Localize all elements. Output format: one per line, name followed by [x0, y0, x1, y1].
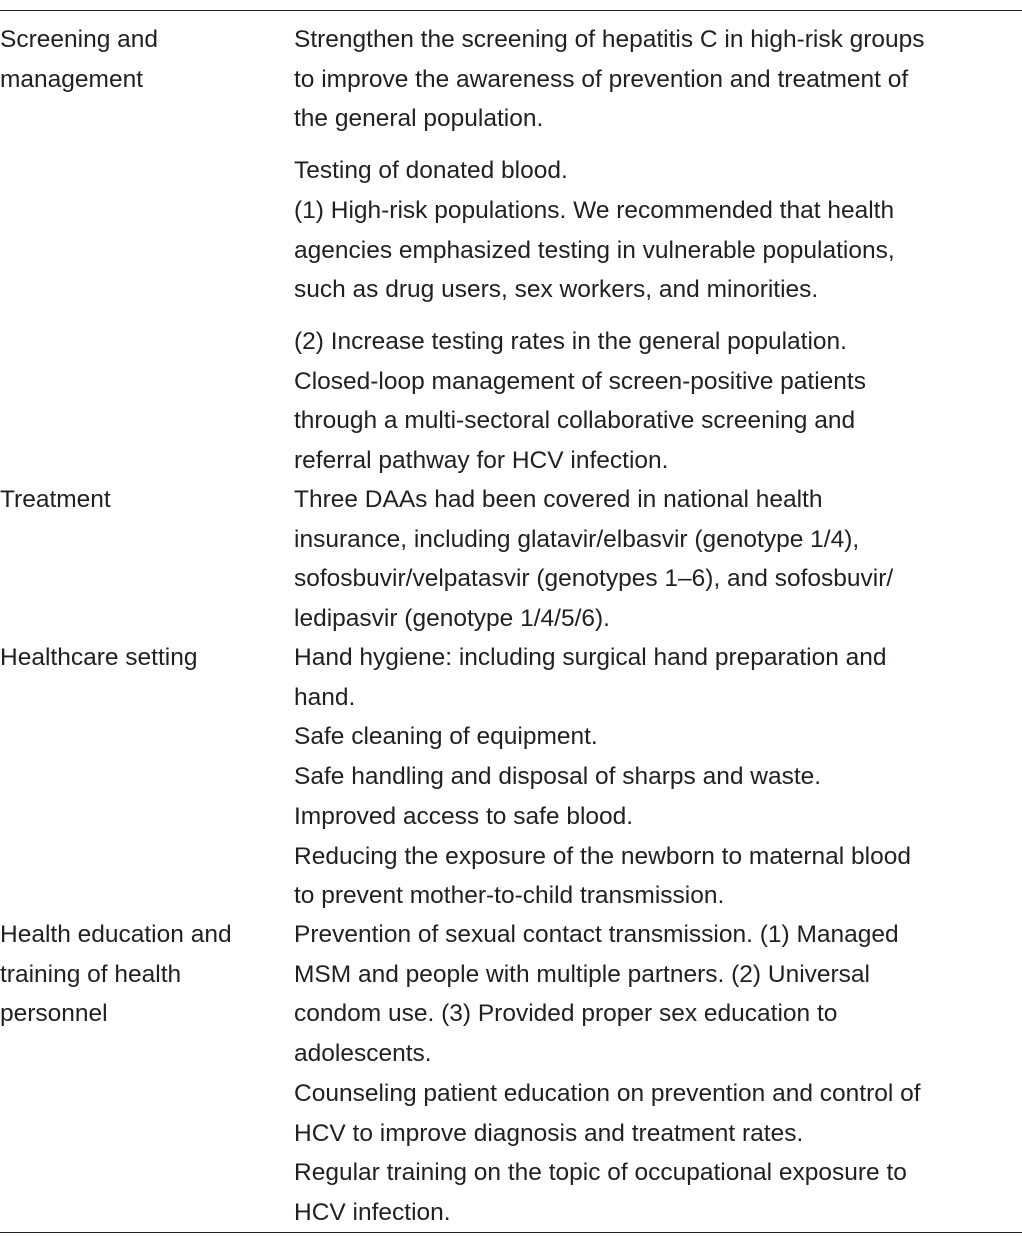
row-category: Treatment: [0, 486, 111, 513]
detail-paragraph: (2) Increase testing rates in the general population. Closed-loop management of screen-positive patients through a multi-sectoral collaborative screening and referral pathway for HCV infection.: [294, 327, 866, 475]
table-top-rule: [0, 10, 1022, 11]
table-bottom-rule: [0, 1232, 1022, 1233]
detail-paragraph: Hand hygiene: including surgical hand preparation and hand. Safe cleaning of equipment. Safe handling and disposal of sharps and waste. Improved access to safe blood. Reducing the exposure of the newborn to maternal blood to prevent mother-to-child transmission.: [294, 644, 911, 910]
row-details: [294, 20, 1022, 481]
row-category: Screening and management: [0, 26, 159, 93]
row-details: [294, 480, 1022, 639]
row-details: [294, 915, 1022, 1233]
row-category: Health education and training of health personnel: [0, 921, 232, 1028]
detail-paragraph: Testing of donated blood. (1) High-risk populations. We recommended that health agencies emphasized testing in vulnerable populations, such as drug users, sex workers, and minorities.: [294, 157, 895, 304]
detail-paragraph: Prevention of sexual contact transmission. (1) Managed MSM and people with multiple partners. (2) Universal condom use. (3) Provided proper sex education to adolescents. Counseling patient education on prevention and control of HCV to improve diagnosis and treatment rates. Regular training on the topic of occupational exposure to HCV infection.: [294, 921, 921, 1226]
detail-paragraph: Three DAAs had been covered in national health insurance, including glatavir/elbasvir (genotype 1/4), sofosbuvir/velpatasvir (genotypes 1–6), and sofosbuvir/ ledipasvir (genotype 1/4/5/6).: [294, 486, 894, 633]
row-details: [294, 638, 1022, 916]
detail-paragraph: Strengthen the screening of hepatitis C in high-risk groups to improve the awareness of prevention and treatment of the general population.: [294, 26, 925, 133]
row-category: Healthcare setting: [0, 644, 198, 671]
